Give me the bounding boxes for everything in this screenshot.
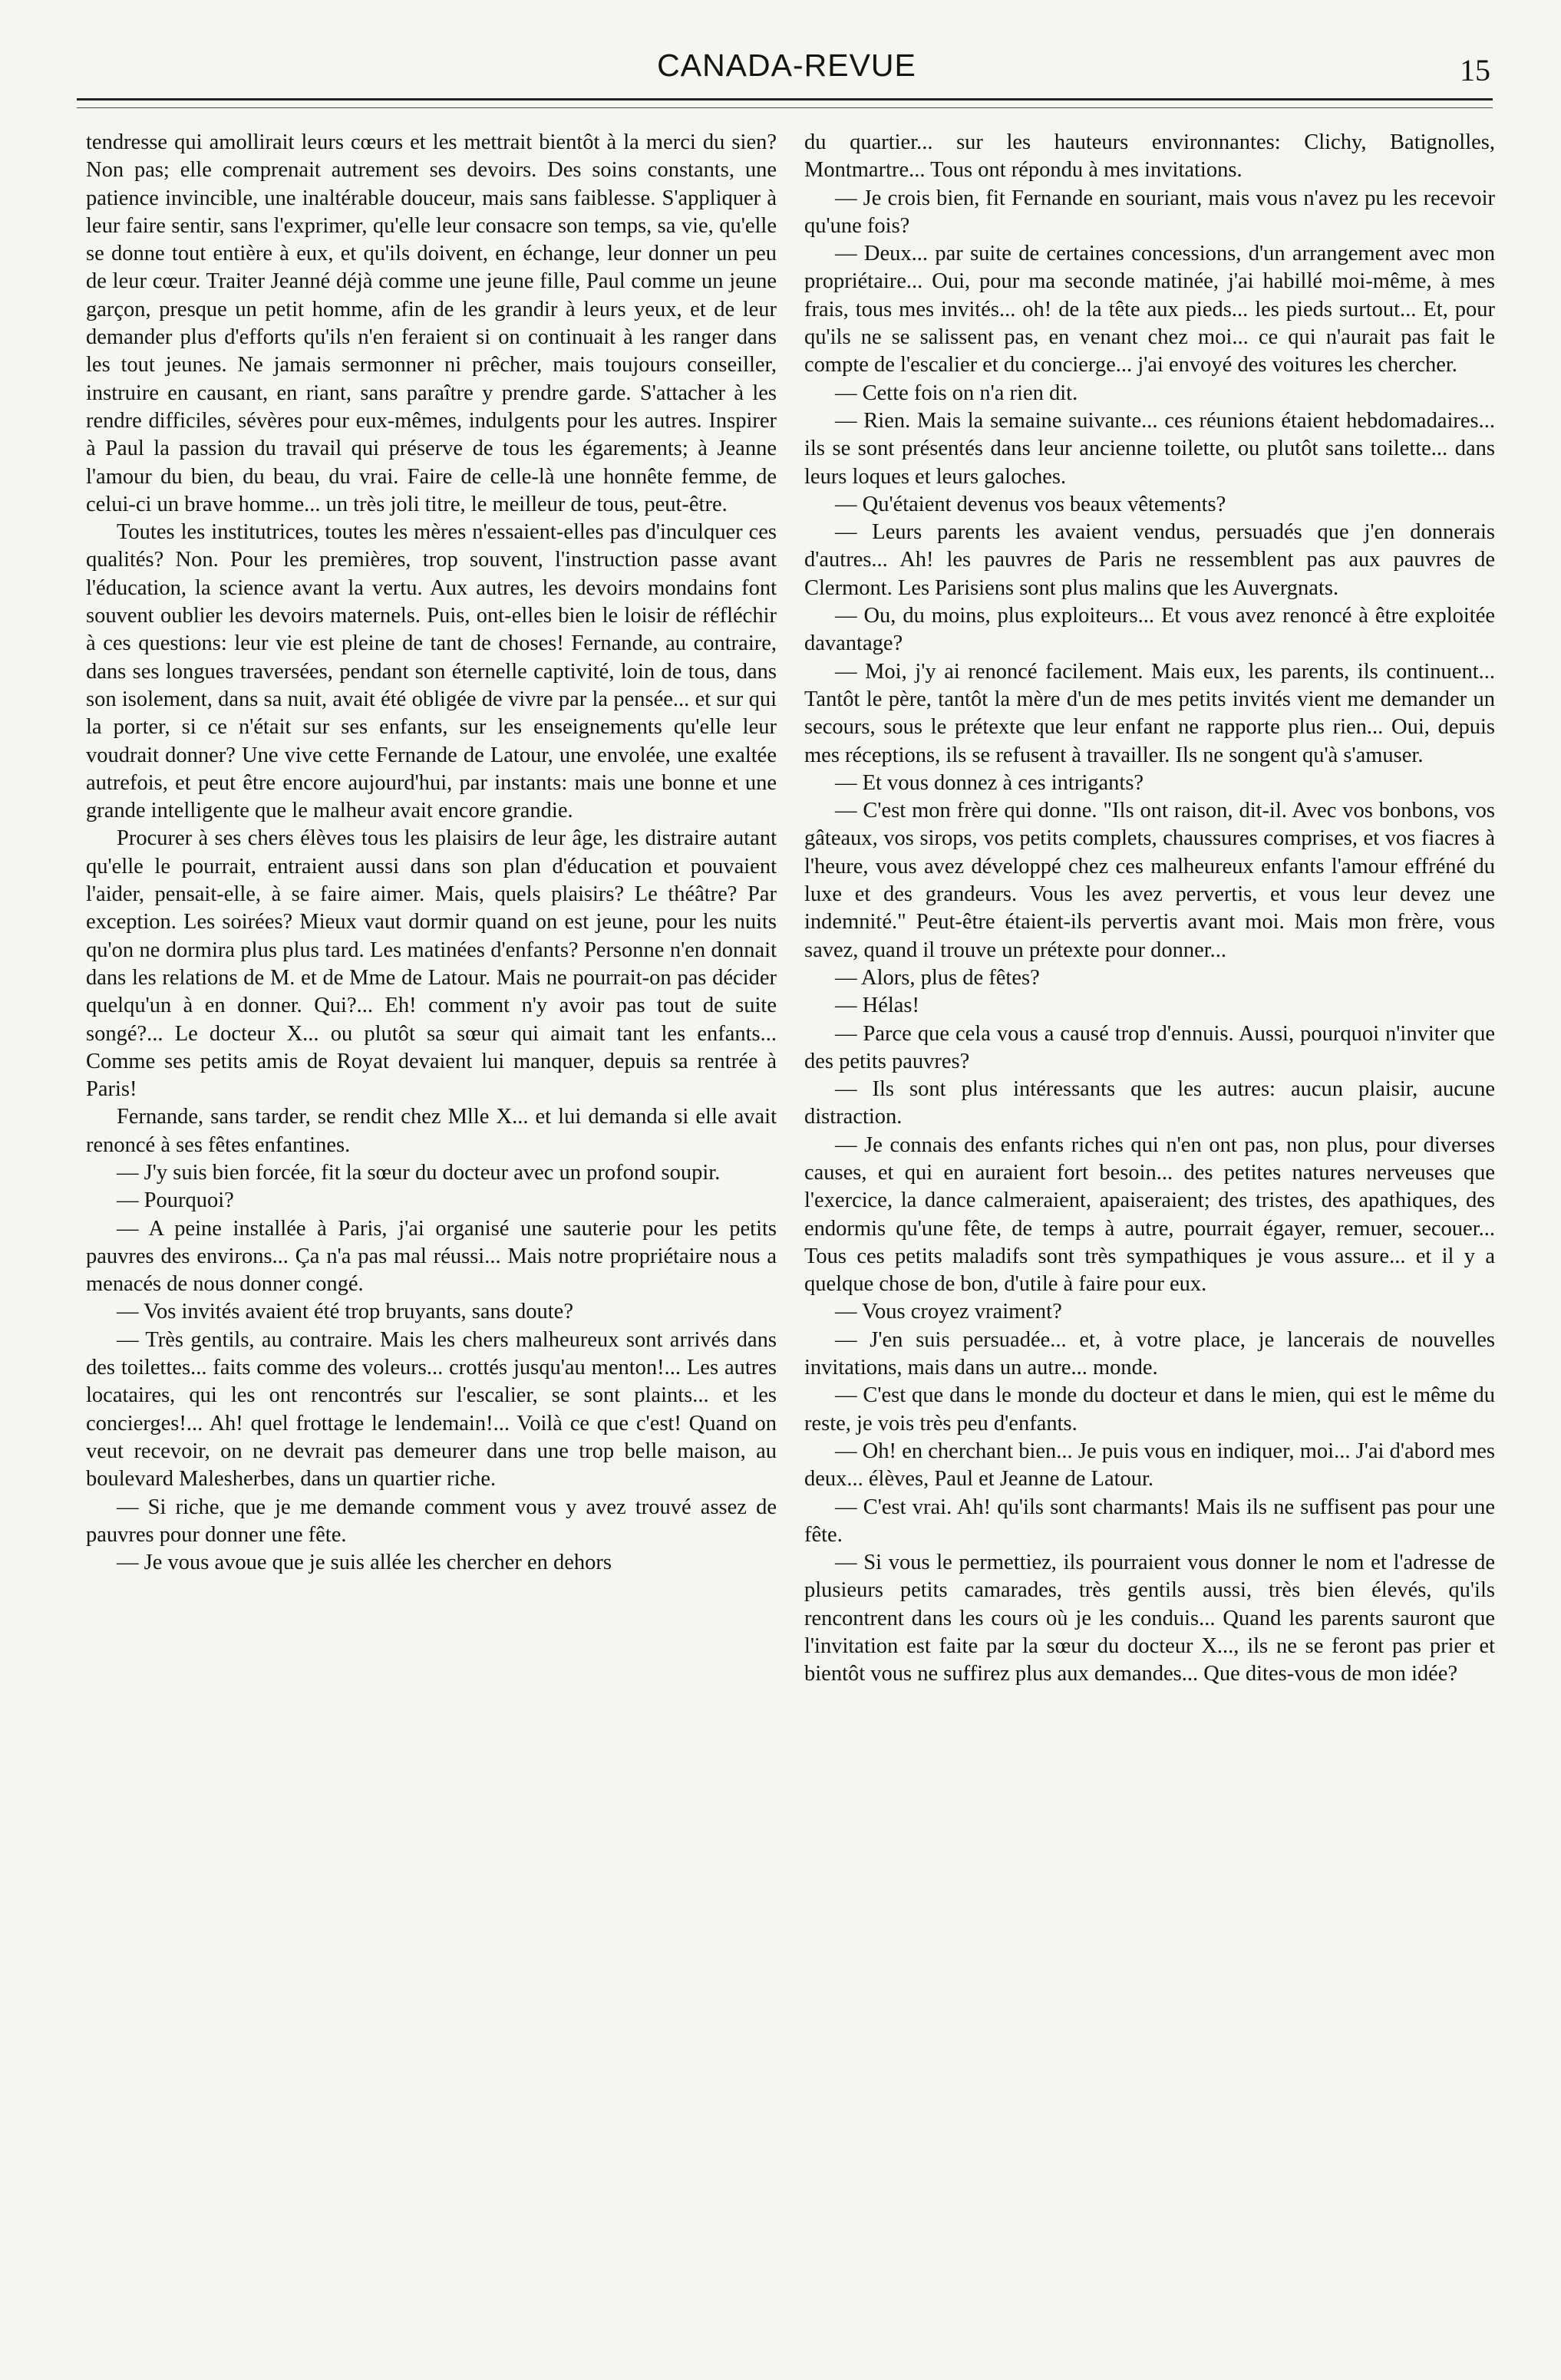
paragraph: — Je crois bien, fit Fernande en souriant, mais vous n'avez pu les recevoir qu'une fois?: [804, 186, 1495, 238]
paragraph: — C'est mon frère qui donne. "Ils ont raison, dit-il. Avec vos bonbons, vos gâteaux, vos sirops, vos petits complets, chaussures comprises, et vos fiacres à l'heure, vous avez développé chez ces malheureux enfants l'amour effréné du luxe et des grandeurs. Vous les avez pervertis, et vous leur devez une indemnité." Peut-être étaient-ils pervertis avant moi. Mais mon frère, vous savez, quand il trouve un prétexte pour donner...: [804, 799, 1495, 962]
paragraph: Fernande, sans tarder, se rendit chez Mlle X... et lui demanda si elle avait renoncé à ses fêtes enfantines.: [86, 1105, 777, 1157]
paragraph: — Alors, plus de fêtes?: [835, 965, 1040, 990]
paragraph: — Leurs parents les avaient vendus, persuadés que j'en donnerais d'autres... Ah! les pauvres de Paris ne ressemblent pas aux pauvres de Clermont. Les Parisiens sont plus malins que les Auvergnats.: [804, 520, 1495, 600]
header-rule: [77, 98, 1493, 101]
paragraph: — Si riche, que je me demande comment vous y avez trouvé assez de pauvres pour donner une fête.: [86, 1495, 777, 1547]
paragraph: Toutes les institutrices, toutes les mères n'essaient-elles pas d'inculquer ces qualités? Non. Pour les premières, trop souvent, l'instruction passe avant l'éducation, la science avant la vertu. Aux autres, les devoirs mondains font souvent oublier les devoirs maternels. Puis, ont-elles bien le loisir de réfléchir à ces questions: leur vie est pleine de tant de choses! Fernande, au contraire, dans ses longues traversées, pendant son éternelle captivité, loin de tous, dans son isolement, dans sa nuit, avait été obligée de vivre par la pensée... et sur qui la porter, si ce n'était sur ses enfants, sur les enseignements qu'elle leur voudrait donner? Une vive cette Fernande de Latour, une envolée, une exaltée autrefois, et peut être encore aujourd'hui, par instants: mais une bonne et une grande intelligente que le malheur avait encore grandie.: [86, 520, 777, 823]
paragraph: — Je connais des enfants riches qui n'en ont pas, non plus, pour diverses causes, et qui en auraient fort besoin... des petites natures nerveuses que l'exercice, la dance calmeraient, apaiseraient; des tristes, des apathiques, des endormis qu'une fête, de temps à autre, pourrait égayer, remuer, secouer... Tous ces petits maladifs sont très sympathiques je vous assure... et il y a quelque chose de bon, d'utile à faire pour eux.: [804, 1132, 1495, 1297]
paragraph: — Oh! en cherchant bien... Je puis vous en indiquer, moi... J'ai d'abord mes deux... élèves, Paul et Jeanne de Latour.: [804, 1439, 1495, 1492]
paragraph: — A peine installée à Paris, j'ai organisé une sauterie pour les petits pauvres des environs... Ça n'a pas mal réussi... Mais notre propriétaire nous a menacés de nous donner congé.: [86, 1216, 777, 1297]
page-number: 15: [1460, 53, 1490, 87]
header-rule-thin: [77, 107, 1493, 108]
paragraph: — C'est vrai. Ah! qu'ils sont charmants! Mais ils ne suffisent pas pour une fête.: [804, 1495, 1495, 1547]
paragraph: Procurer à ses chers élèves tous les plaisirs de leur âge, les distraire autant qu'elle le pourrait, entraient aussi dans son plan d'éducation et pouvaient l'aider, pensait-elle, à se faire aimer. Mais, quels plaisirs? Le théâtre? Par exception. Les soirées? Mieux vaut dormir quand on est jeune, pour les nuits qu'on ne dormira plus plus tard. Les matinées d'enfants? Personne n'en donnait dans les relations de M. et de Mme de Latour. Mais ne pourrait-on pas décider quelqu'un à en donner. Qui?... Eh! comment n'y avoir pas tout de suite songé?... Le docteur X... ou plutôt sa sœur qui aimait tant les enfants... Comme ses petits amis de Royat devaient lui manquer, depuis sa rentrée à Paris!: [86, 826, 777, 1102]
paragraph: — Qu'étaient devenus vos beaux vêtements?: [835, 492, 1226, 516]
paragraph: — Hélas!: [835, 994, 920, 1018]
left-column: [86, 129, 777, 1577]
paragraph: — Cette fois on n'a rien dit.: [835, 381, 1078, 405]
paragraph: — Je vous avoue que je suis allée les chercher en dehors: [117, 1551, 612, 1575]
right-column: [804, 129, 1495, 1689]
paragraph: — C'est que dans le monde du docteur et dans le mien, qui est le même du reste, je vois très peu d'enfants.: [804, 1383, 1495, 1436]
paragraph: — Moi, j'y ai renoncé facilement. Mais eux, les parents, ils continuent... Tantôt le père, tantôt la mère d'un de mes petits invités vient me demander un secours, sous le prétexte que leur enfant ne rapporte plus rien... Oui, depuis mes réceptions, ils se refusent à travailler. Ils ne songent qu'à s'amuser.: [804, 659, 1495, 767]
paragraph: — Ils sont plus intéressants que les autres: aucun plaisir, aucune distraction.: [804, 1077, 1495, 1129]
page-header: [77, 48, 1497, 94]
paragraph: — Si vous le permettiez, ils pourraient vous donner le nom et l'adresse de plusieurs petits camarades, très gentils aussi, très bien élevés, qu'ils rencontrent dans les cours où je les conduis... Quand les parents sauront que l'invitation est faite par la sœur du docteur X..., ils ne se feront pas prier et bientôt vous ne suffirez plus aux demandes... Que dites-vous de mon idée?: [804, 1551, 1495, 1686]
paragraph: — Rien. Mais la semaine suivante... ces réunions étaient hebdomadaires... ils se sont présentés dans leur ancienne toilette, ou plutôt sans toilette... dans leurs loques et leurs galoches.: [804, 408, 1495, 489]
paragraph: tendresse qui amollirait leurs cœurs et les mettrait bientôt à la merci du sien? Non pas; elle comprenait autrement ses devoirs. Des soins constants, une patience invincible, une inaltérable douceur, mais sans faiblesse. S'appliquer à leur faire sentir, sans l'exprimer, qu'elle leur consacre son temps, sa vie, qu'elle se donne tout entière à eux, et qu'ils doivent, en échange, leur donner un peu de leur cœur. Traiter Jeanné déjà comme une jeune fille, Paul comme un jeune garçon, presque un petit homme, afin de les grandir à leurs yeux, et de leur demander plus d'efforts qu'ils n'en feraient si on continuait à les ranger dans les tout jeunes. Ne jamais sermonner ni prêcher, mais toujours conseiller, instruire en causant, en riant, sans paraître y prendre garde. S'attacher à les rendre difficiles, sévères pour eux-mêmes, indulgents pour les autres. Inspirer à Paul la passion du travail qui préserve de tous les égarements; à Jeanne l'amour du bien, du beau, du vrai. Faire de celle-là une honnête femme, de celui-ci un brave homme... un très joli titre, le meilleur de tous, peut-être.: [86, 130, 777, 516]
paragraph: — Parce que cela vous a causé trop d'ennuis. Aussi, pourquoi n'inviter que des petits pauvres?: [804, 1021, 1495, 1073]
paragraph: — Ou, du moins, plus exploiteurs... Et vous avez renoncé à être exploitée davantage?: [804, 604, 1495, 656]
paragraph: — J'y suis bien forcée, fit la sœur du docteur avec un profond soupir.: [117, 1160, 721, 1185]
paragraph: — Pourquoi?: [117, 1188, 234, 1213]
paragraph: — J'en suis persuadée... et, à votre place, je lancerais de nouvelles invitations, mais dans un autre... monde.: [804, 1327, 1495, 1380]
paragraph: — Et vous donnez à ces intrigants?: [835, 770, 1144, 795]
paragraph: — Vos invités avaient été trop bruyants, sans doute?: [117, 1300, 573, 1324]
paragraph: — Vous croyez vraiment?: [835, 1300, 1062, 1324]
paragraph: — Très gentils, au contraire. Mais les chers malheureux sont arrivés dans des toilettes... faits comme des voleurs... crottés jusqu'au menton!... Les autres locataires, qui les ont rencontrés sur l'escalier, se sont plaints... et les concierges!... Ah! quel frottage le lendemain!... Voilà ce que c'est! Quand on veut recevoir, on ne devrait pas demeurer dans une trop belle maison, au boulevard Malesherbes, dans un quartier riche.: [86, 1327, 777, 1492]
paragraph: du quartier... sur les hauteurs environnantes: Clichy, Batignolles, Montmartre... Tous ont répondu à mes invitations.: [804, 130, 1495, 183]
journal-title: CANADA-REVUE: [657, 48, 916, 83]
paragraph: — Deux... par suite de certaines concessions, d'un arrangement avec mon propriétaire... Oui, pour ma seconde matinée, j'ai habillé moi-même, à mes frais, tous mes invités... oh! de la tête aux pieds... les pieds surtout... Et, pour qu'ils ne se salissent pas, en venant chez moi... ce qui n'aurait pas fait le compte de l'escalier et du concierge... j'ai envoyé des voitures les chercher.: [804, 242, 1495, 377]
